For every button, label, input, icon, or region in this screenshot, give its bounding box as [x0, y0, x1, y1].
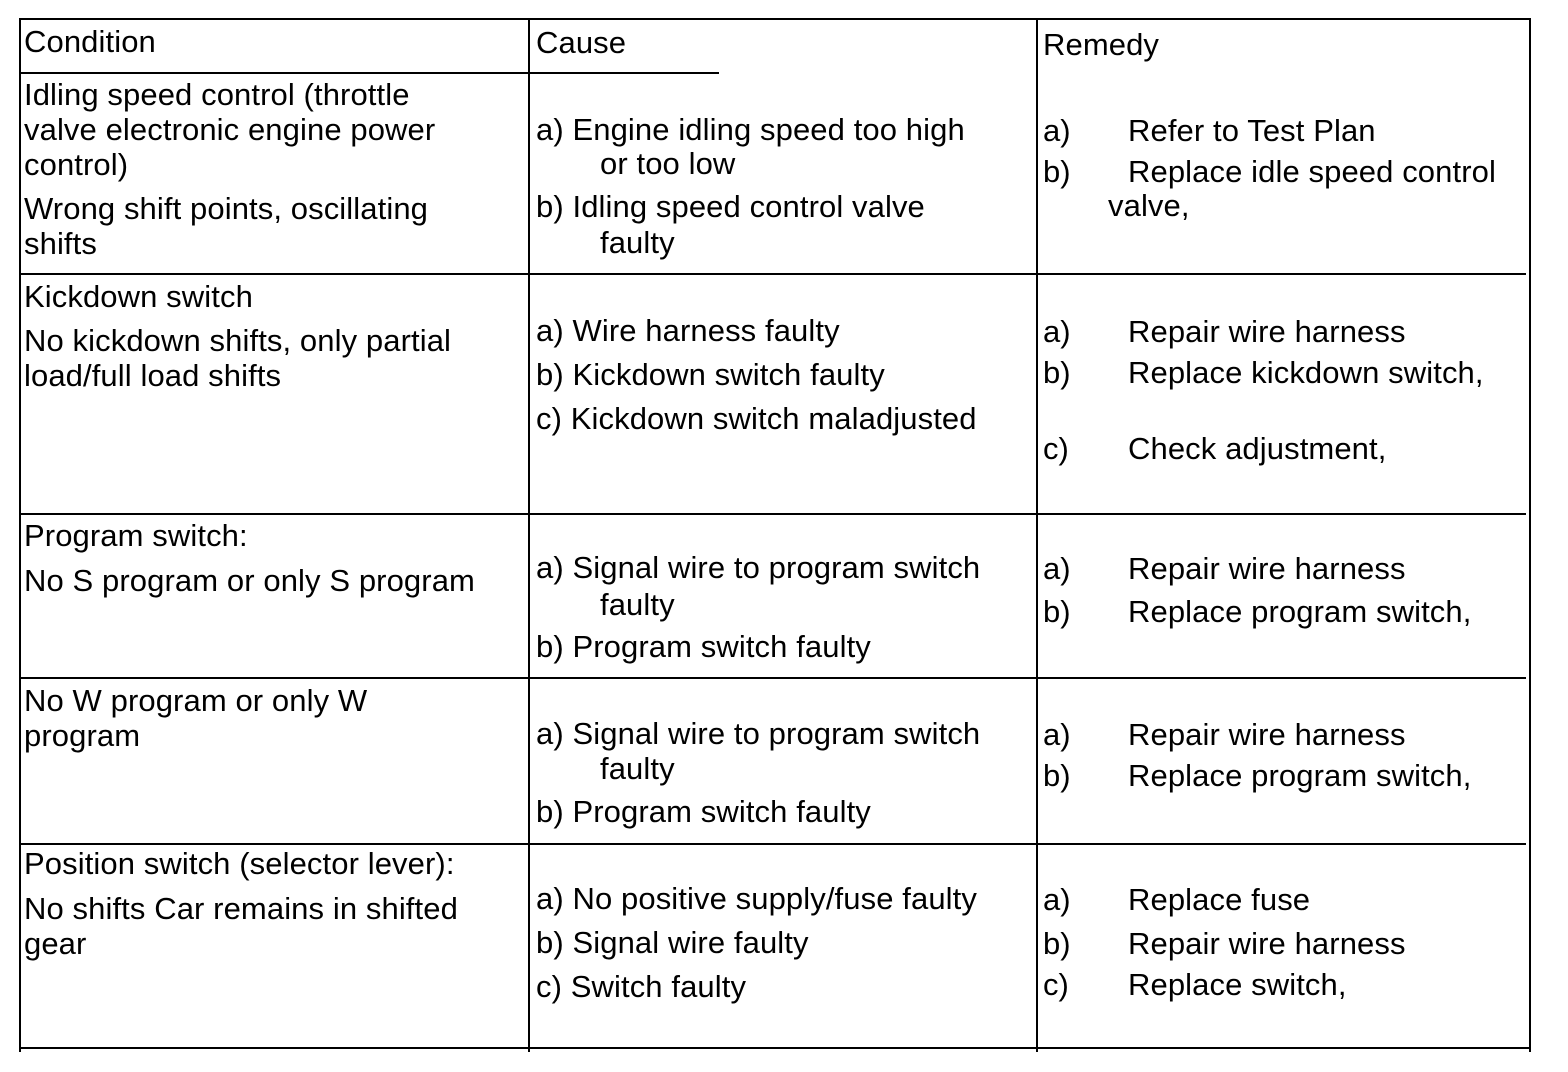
table-bottom-border	[19, 1047, 1531, 1049]
row-1-remedy-text-a: Refer to Test Plan	[1128, 113, 1376, 148]
row-2-remedy-label-a: a)	[1043, 314, 1071, 349]
row-divider-4	[19, 843, 1526, 845]
row-5-cause-line-3: c) Switch faulty	[536, 969, 747, 1004]
row-5-cause-line-2: b) Signal wire faulty	[536, 925, 809, 960]
header-remedy: Remedy	[1043, 27, 1160, 62]
row-divider-2	[19, 513, 1526, 515]
row-2-remedy-text-c: Check adjustment,	[1128, 431, 1387, 466]
row-3-remedy-text-b: Replace program switch,	[1128, 594, 1472, 629]
row-3-cause-line-2: faulty	[600, 587, 675, 622]
row-2-condition-line-1: Kickdown switch	[24, 279, 253, 314]
table-left-border	[19, 18, 21, 1052]
row-1-condition-line-1: Idling speed control (throttle	[24, 77, 410, 112]
row-5-condition-line-2: No shifts Car remains in shifted	[24, 891, 458, 926]
row-divider-1	[19, 273, 1526, 275]
column-divider-cause	[528, 18, 530, 1052]
row-4-remedy-text-a: Repair wire harness	[1128, 717, 1406, 752]
row-1-condition-line-2: valve electronic engine power	[24, 112, 436, 147]
row-1-condition-line-3: control)	[24, 147, 129, 182]
row-4-remedy-text-b: Replace program switch,	[1128, 758, 1472, 793]
row-1-remedy-text-b-cont: valve,	[1108, 188, 1190, 223]
row-4-remedy-label-a: a)	[1043, 717, 1071, 752]
row-3-cause-line-1: a) Signal wire to program switch	[536, 550, 981, 585]
row-5-remedy-label-c: c)	[1043, 967, 1069, 1002]
row-3-cause-line-3: b) Program switch faulty	[536, 629, 871, 664]
row-4-cause-line-3: b) Program switch faulty	[536, 794, 871, 829]
row-divider-3	[19, 677, 1526, 679]
row-5-remedy-text-b: Repair wire harness	[1128, 926, 1406, 961]
table-top-border	[19, 18, 1531, 20]
header-divider	[19, 72, 719, 74]
row-3-remedy-text-a: Repair wire harness	[1128, 551, 1406, 586]
row-2-condition-line-3: load/full load shifts	[24, 358, 282, 393]
row-5-remedy-text-a: Replace fuse	[1128, 882, 1311, 917]
table-right-border	[1529, 18, 1531, 1052]
row-5-remedy-label-a: a)	[1043, 882, 1071, 917]
row-1-remedy-label-a: a)	[1043, 113, 1071, 148]
row-5-remedy-label-b: b)	[1043, 926, 1071, 961]
row-4-condition-line-2: program	[24, 718, 141, 753]
row-2-remedy-text-b: Replace kickdown switch,	[1128, 355, 1484, 390]
row-4-condition-line-1: No W program or only W	[24, 683, 368, 718]
row-5-cause-line-1: a) No positive supply/fuse faulty	[536, 881, 977, 916]
header-cause: Cause	[536, 25, 627, 60]
row-2-remedy-label-b: b)	[1043, 355, 1071, 390]
row-1-remedy-text-b: Replace idle speed control	[1128, 154, 1496, 189]
header-condition: Condition	[24, 24, 156, 59]
row-4-cause-line-1: a) Signal wire to program switch	[536, 716, 981, 751]
row-5-condition-line-3: gear	[24, 926, 87, 961]
row-2-cause-line-3: c) Kickdown switch maladjusted	[536, 401, 977, 436]
row-4-cause-line-2: faulty	[600, 751, 675, 786]
row-2-condition-line-2: No kickdown shifts, only partial	[24, 323, 452, 358]
row-2-cause-line-2: b) Kickdown switch faulty	[536, 357, 885, 392]
row-2-remedy-label-c: c)	[1043, 431, 1069, 466]
row-5-condition-line-1: Position switch (selector lever):	[24, 846, 455, 881]
row-1-cause-line-2: or too low	[600, 146, 736, 181]
row-1-cause-line-3: b) Idling speed control valve	[536, 189, 925, 224]
row-1-cause-line-4: faulty	[600, 225, 675, 260]
row-3-remedy-label-b: b)	[1043, 594, 1071, 629]
row-2-remedy-text-a: Repair wire harness	[1128, 314, 1406, 349]
row-1-condition-line-4: Wrong shift points, oscillating	[24, 191, 428, 226]
row-1-condition-line-5: shifts	[24, 226, 97, 261]
row-3-condition-line-2: No S program or only S program	[24, 563, 475, 598]
row-3-condition-line-1: Program switch:	[24, 518, 248, 553]
row-1-remedy-label-b: b)	[1043, 154, 1071, 189]
row-5-remedy-text-c: Replace switch,	[1128, 967, 1347, 1002]
row-4-remedy-label-b: b)	[1043, 758, 1071, 793]
column-divider-remedy	[1036, 18, 1038, 1052]
row-1-cause-line-1: a) Engine idling speed too high	[536, 112, 965, 147]
row-2-cause-line-1: a) Wire harness faulty	[536, 313, 840, 348]
row-3-remedy-label-a: a)	[1043, 551, 1071, 586]
